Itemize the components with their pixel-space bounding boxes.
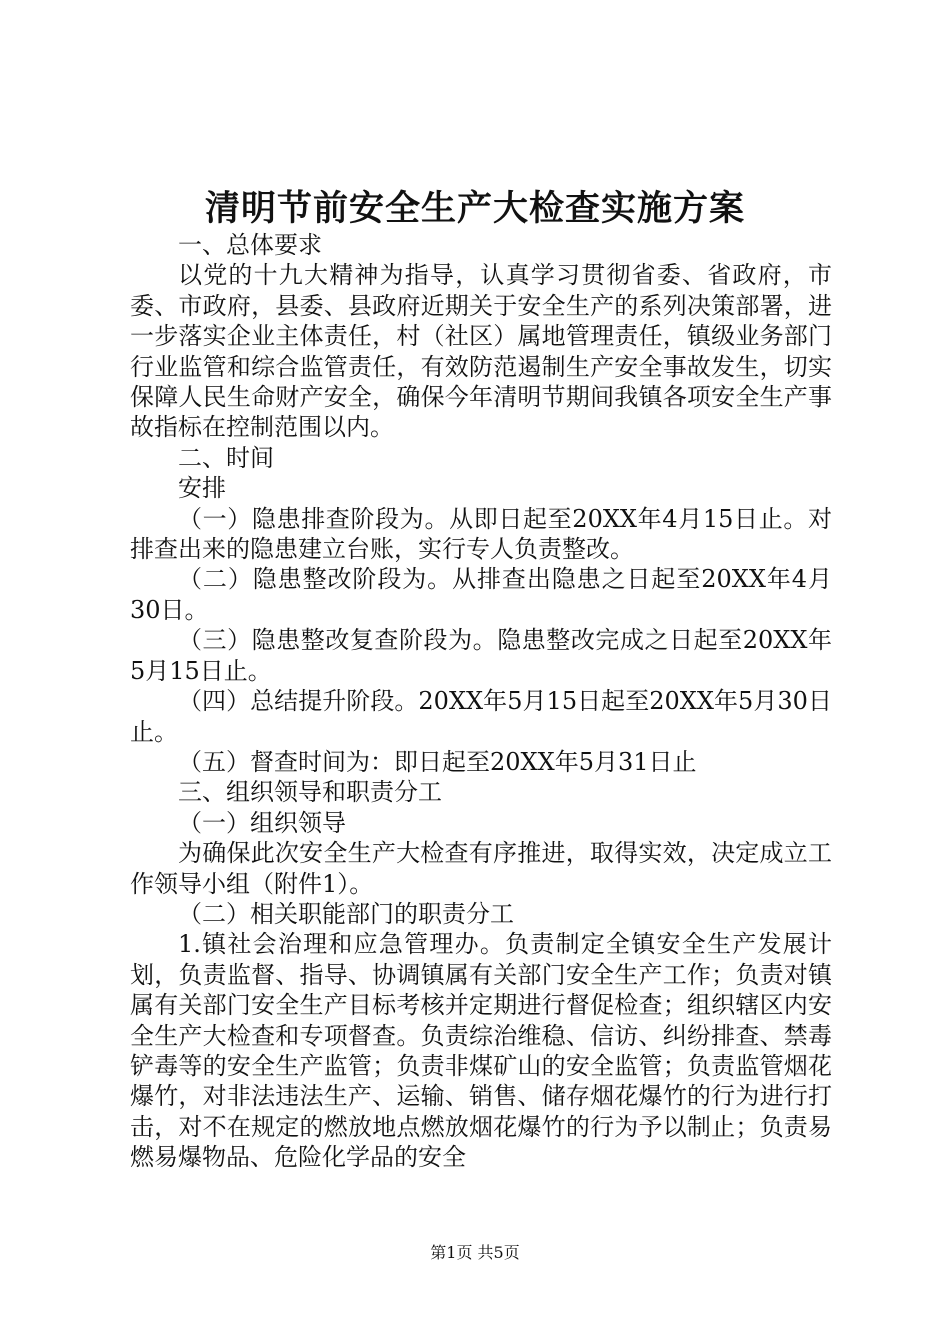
body-paragraph: 安排 <box>178 474 226 503</box>
body-paragraph: （二）隐患整改阶段为。从排查出隐患之日起至20XX年4月30日。 <box>130 565 832 624</box>
document-title: 清明节前安全生产大检查实施方案 <box>204 189 745 229</box>
body-paragraph: （三）隐患整改复查阶段为。隐患整改完成之日起至20XX年5月15日止。 <box>130 626 832 685</box>
subsection-heading: （一）组织领导 <box>178 808 346 837</box>
section-heading: 一、总体要求 <box>178 231 322 259</box>
page-number-footer: 第1页 共5页 <box>430 1243 520 1262</box>
body-paragraph: 1.镇社会治理和应急管理办。负责制定全镇安全生产发展计划，负责监督、指导、协调镇属有关部门安全生产工作；负责对镇属有关部门安全生产目标考核并定期进行督促检查；组织辖区内安全生产大检查和专项督查。负责综治维稳、信访、纠纷排查、禁毒铲毒等的安全生产监管；负责非煤矿山的安全监管；负责监管烟花爆竹，对非法违法生产、运输、销售、储存烟花爆竹的行为进行打击，对不在规定的燃放地点燃放烟花爆竹的行为予以制止；负责易燃易爆物品、危险化学品的安全 <box>130 930 832 1172</box>
body-paragraph: （五）督查时间为：即日起至20XX年5月31日止 <box>178 747 697 776</box>
body-paragraph: （四）总结提升阶段。20XX年5月15日起至20XX年5月30日止。 <box>130 687 832 746</box>
subsection-heading: （二）相关职能部门的职责分工 <box>178 899 514 928</box>
document-body <box>130 230 832 1173</box>
section-heading: 三、组织领导和职责分工 <box>178 778 442 807</box>
body-paragraph: 为确保此次安全生产大检查有序推进，取得实效，决定成立工作领导小组（附件1）。 <box>130 839 832 898</box>
body-paragraph: 以党的十九大精神为指导，认真学习贯彻省委、省政府，市委、市政府，县委、县政府近期关于安全生产的系列决策部署，进一步落实企业主体责任，村（社区）属地管理责任，镇级业务部门行业监管和综合监管责任，有效防范遏制生产安全事故发生，切实保障人民生命财产安全，确保今年清明节期间我镇各项安全生产事故指标在控制范围以内。 <box>130 261 832 442</box>
section-heading: 二、时间 <box>178 443 274 472</box>
body-paragraph: （一）隐患排查阶段为。从即日起至20XX年4月15日止。对排查出来的隐患建立台账，实行专人负责整改。 <box>130 504 832 564</box>
